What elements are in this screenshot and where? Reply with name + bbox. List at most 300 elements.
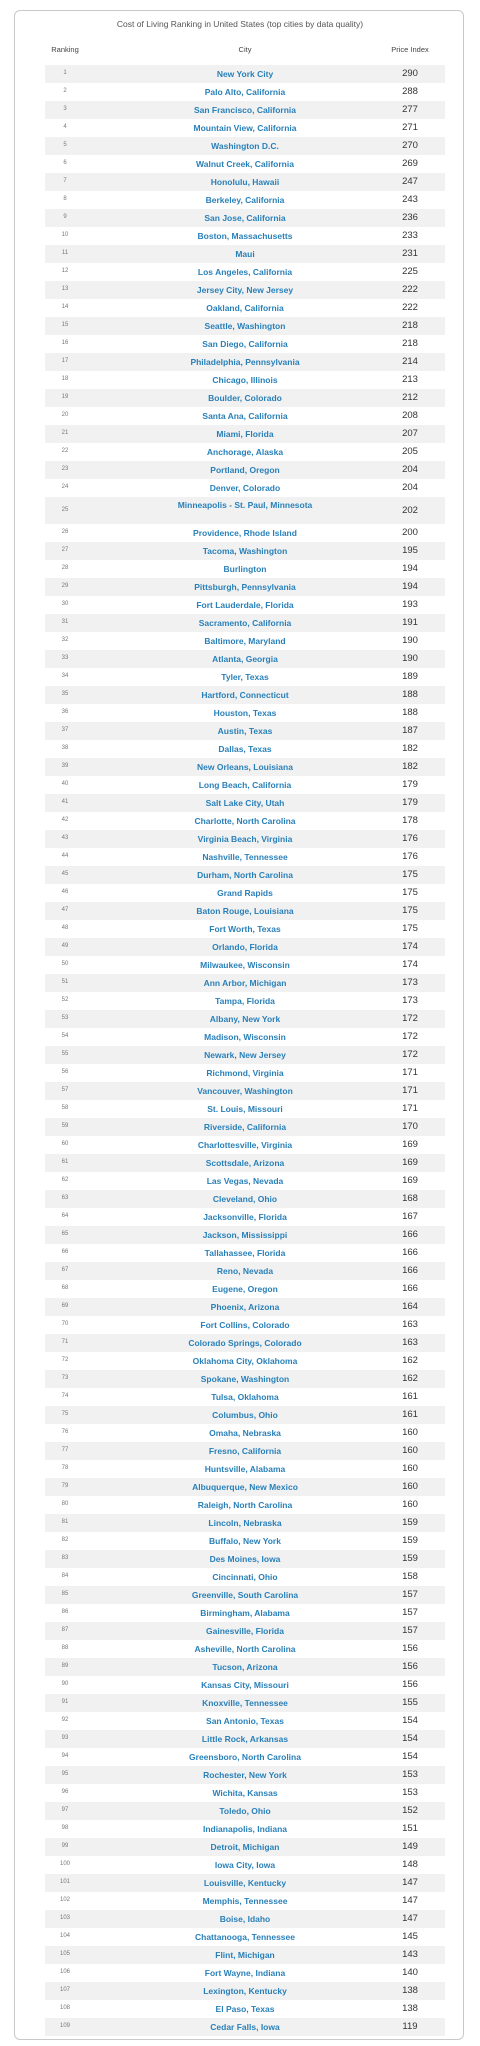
city-link[interactable]: Madison, Wisconsin xyxy=(204,1032,286,1042)
rank-cell: 32 xyxy=(61,637,69,643)
price-index-cell: 145 xyxy=(402,1931,418,1942)
table-row xyxy=(45,614,445,632)
rank-cell: 1 xyxy=(63,70,67,76)
city-link[interactable]: Greenville, South Carolina xyxy=(191,1590,299,1600)
city-link[interactable]: New York City xyxy=(216,69,274,79)
table-row xyxy=(45,1820,445,1838)
price-index-cell: 171 xyxy=(402,1067,418,1078)
rank-cell: 85 xyxy=(61,1591,69,1597)
price-index-cell: 160 xyxy=(402,1463,418,1474)
city-link[interactable]: Louisville, Kentucky xyxy=(203,1878,287,1888)
city-link[interactable]: Tucson, Arizona xyxy=(212,1662,278,1672)
city-link[interactable]: Riverside, California xyxy=(203,1122,287,1132)
rank-cell: 102 xyxy=(59,1897,70,1903)
rank-cell: 21 xyxy=(61,430,69,436)
rank-cell: 88 xyxy=(61,1645,69,1651)
city-link[interactable]: Berkeley, California xyxy=(205,195,285,205)
city-link[interactable]: Wichita, Kansas xyxy=(212,1788,278,1798)
table-row xyxy=(45,794,445,812)
city-link[interactable]: San Diego, California xyxy=(202,339,288,349)
price-index-cell: 153 xyxy=(402,1769,418,1780)
city-link[interactable]: Greensboro, North Carolina xyxy=(189,1752,301,1762)
table-row xyxy=(45,1712,445,1730)
city-link[interactable]: Ann Arbor, Michigan xyxy=(203,978,287,988)
table-row xyxy=(45,920,445,938)
city-link[interactable]: Santa Ana, California xyxy=(202,411,288,421)
city-link[interactable]: Salt Lake City, Utah xyxy=(205,798,285,808)
rank-cell: 64 xyxy=(61,1213,69,1219)
table-row xyxy=(45,938,445,956)
table-row xyxy=(45,1046,445,1064)
table-row xyxy=(45,137,445,155)
table-row xyxy=(45,992,445,1010)
rank-cell: 27 xyxy=(61,547,69,553)
price-index-cell: 174 xyxy=(402,959,418,970)
price-index-cell: 154 xyxy=(402,1715,418,1726)
table-row xyxy=(45,407,445,425)
city-link[interactable]: Chattanooga, Tennessee xyxy=(195,1932,295,1942)
city-link[interactable]: Oklahoma City, Oklahoma xyxy=(192,1356,298,1366)
price-index-cell: 147 xyxy=(402,1895,418,1906)
table-row xyxy=(45,1406,445,1424)
table-row xyxy=(45,542,445,560)
price-index-cell: 175 xyxy=(402,887,418,898)
rank-cell: 73 xyxy=(61,1375,69,1381)
city-link[interactable]: Fort Wayne, Indiana xyxy=(204,1968,286,1978)
table-row xyxy=(45,443,445,461)
rank-cell: 62 xyxy=(61,1177,69,1183)
table-row xyxy=(45,1226,445,1244)
rank-cell: 76 xyxy=(61,1429,69,1435)
city-link[interactable]: Miami, Florida xyxy=(216,429,274,439)
table-row xyxy=(45,560,445,578)
rank-cell: 13 xyxy=(61,286,69,292)
price-index-cell: 154 xyxy=(402,1751,418,1762)
city-link[interactable]: Cleveland, Ohio xyxy=(212,1194,278,1204)
city-link[interactable]: Providence, Rhode Island xyxy=(193,528,297,538)
city-link[interactable]: Toledo, Ohio xyxy=(219,1806,271,1816)
price-index-cell: 151 xyxy=(402,1823,418,1834)
price-index-cell: 182 xyxy=(402,761,418,772)
table-row xyxy=(45,155,445,173)
city-link[interactable]: Las Vegas, Nevada xyxy=(206,1176,284,1186)
city-link[interactable]: Tulsa, Oklahoma xyxy=(211,1392,279,1402)
table-row xyxy=(45,524,445,542)
rank-cell: 29 xyxy=(61,583,69,589)
table-row xyxy=(45,704,445,722)
city-link[interactable]: Long Beach, California xyxy=(198,780,292,790)
table-row xyxy=(45,686,445,704)
city-link[interactable]: Charlotte, North Carolina xyxy=(194,816,296,826)
header-ranking: Ranking xyxy=(51,45,79,54)
price-index-cell: 213 xyxy=(402,374,418,385)
price-index-cell: 159 xyxy=(402,1553,418,1564)
rank-cell: 105 xyxy=(59,1951,70,1957)
city-link[interactable]: Baton Rouge, Louisiana xyxy=(196,906,294,916)
rank-cell: 56 xyxy=(61,1069,69,1075)
city-link[interactable]: Birmingham, Alabama xyxy=(200,1608,290,1618)
city-link[interactable]: Fort Lauderdale, Florida xyxy=(196,600,294,610)
city-link[interactable]: Oakland, California xyxy=(206,303,284,313)
city-link[interactable]: San Francisco, California xyxy=(193,105,297,115)
price-index-cell: 277 xyxy=(402,104,418,115)
table-row xyxy=(45,1424,445,1442)
city-link[interactable]: Fort Collins, Colorado xyxy=(200,1320,290,1330)
city-link[interactable]: Grand Rapids xyxy=(217,888,273,898)
price-index-cell: 194 xyxy=(402,581,418,592)
city-link[interactable]: St. Louis, Missouri xyxy=(207,1104,283,1114)
city-link[interactable]: Reno, Nevada xyxy=(216,1266,274,1276)
rank-cell: 14 xyxy=(61,304,69,310)
table-row xyxy=(45,227,445,245)
table-row xyxy=(45,479,445,497)
rank-cell: 93 xyxy=(61,1735,69,1741)
table-row xyxy=(45,1802,445,1820)
city-link[interactable]: Eugene, Oregon xyxy=(212,1284,278,1294)
price-index-cell: 157 xyxy=(402,1607,418,1618)
city-link[interactable]: Jersey City, New Jersey xyxy=(196,285,294,295)
table-row xyxy=(45,1604,445,1622)
rank-cell: 104 xyxy=(59,1933,70,1939)
city-link[interactable]: Virginia Beach, Virginia xyxy=(197,834,293,844)
rank-cell: 98 xyxy=(61,1825,69,1831)
table-row xyxy=(45,596,445,614)
price-index-cell: 269 xyxy=(402,158,418,169)
table-row xyxy=(45,974,445,992)
table-row xyxy=(45,1964,445,1982)
city-link[interactable]: Burlington xyxy=(223,564,267,574)
city-link[interactable]: Lincoln, Nebraska xyxy=(208,1518,282,1528)
rank-cell: 99 xyxy=(61,1843,69,1849)
table-row xyxy=(45,173,445,191)
city-link[interactable]: Austin, Texas xyxy=(217,726,273,736)
table-row xyxy=(45,1298,445,1316)
city-link[interactable]: Vancouver, Washington xyxy=(197,1086,293,1096)
city-link[interactable]: Dallas, Texas xyxy=(218,744,272,754)
price-index-cell: 218 xyxy=(402,320,418,331)
rank-cell: 70 xyxy=(61,1321,69,1327)
price-index-cell: 171 xyxy=(402,1085,418,1096)
table-row xyxy=(45,317,445,335)
price-index-cell: 204 xyxy=(402,482,418,493)
price-index-cell: 163 xyxy=(402,1319,418,1330)
city-link[interactable]: Asheville, North Carolina xyxy=(194,1644,296,1654)
table-row xyxy=(45,1748,445,1766)
table-row xyxy=(45,191,445,209)
rank-cell: 2 xyxy=(63,88,67,94)
rank-cell: 68 xyxy=(61,1285,69,1291)
price-index-cell: 207 xyxy=(402,428,418,439)
rank-cell: 89 xyxy=(61,1663,69,1669)
rank-cell: 43 xyxy=(61,835,69,841)
table-row xyxy=(45,956,445,974)
city-link[interactable]: Tacoma, Washington xyxy=(202,546,288,556)
rank-cell: 28 xyxy=(61,565,69,571)
price-index-cell: 161 xyxy=(402,1409,418,1420)
price-index-cell: 173 xyxy=(402,977,418,988)
city-link[interactable]: San Jose, California xyxy=(204,213,286,223)
table-row xyxy=(45,425,445,443)
price-index-cell: 188 xyxy=(402,689,418,700)
table-row xyxy=(45,758,445,776)
city-link[interactable]: Orlando, Florida xyxy=(212,942,278,952)
city-link[interactable]: Cincinnati, Ohio xyxy=(212,1572,278,1582)
price-index-cell: 175 xyxy=(402,905,418,916)
rank-cell: 10 xyxy=(61,232,69,238)
price-index-cell: 172 xyxy=(402,1049,418,1060)
city-link[interactable]: Tallahassee, Florida xyxy=(204,1248,286,1258)
rank-cell: 60 xyxy=(61,1141,69,1147)
city-link[interactable]: Buffalo, New York xyxy=(209,1536,281,1546)
table-row xyxy=(45,1622,445,1640)
city-link[interactable]: Raleigh, North Carolina xyxy=(197,1500,293,1510)
price-index-cell: 190 xyxy=(402,653,418,664)
price-index-cell: 152 xyxy=(402,1805,418,1816)
rank-cell: 34 xyxy=(61,673,69,679)
rank-cell: 57 xyxy=(61,1087,69,1093)
city-link[interactable]: Charlottesville, Virginia xyxy=(197,1140,293,1150)
table-row xyxy=(45,650,445,668)
table-row xyxy=(45,1244,445,1262)
city-link[interactable]: Milwaukee, Wisconsin xyxy=(200,960,290,970)
price-index-cell: 161 xyxy=(402,1391,418,1402)
city-link[interactable]: Atlanta, Georgia xyxy=(212,654,278,664)
city-link[interactable]: Cedar Falls, Iowa xyxy=(210,2022,280,2032)
city-link[interactable]: Jacksonville, Florida xyxy=(203,1212,287,1222)
rank-cell: 103 xyxy=(59,1915,70,1921)
city-link[interactable]: Palo Alto, California xyxy=(204,87,286,97)
city-link[interactable]: Knoxville, Tennessee xyxy=(202,1698,288,1708)
rank-cell: 84 xyxy=(61,1573,69,1579)
city-link[interactable]: Phoenix, Arizona xyxy=(210,1302,280,1312)
price-index-cell: 160 xyxy=(402,1427,418,1438)
city-link[interactable]: Pittsburgh, Pennsylvania xyxy=(194,582,296,592)
price-index-cell: 169 xyxy=(402,1139,418,1150)
price-index-cell: 171 xyxy=(402,1103,418,1114)
price-index-cell: 162 xyxy=(402,1373,418,1384)
table-row xyxy=(45,578,445,596)
city-link[interactable]: Honolulu, Hawaii xyxy=(210,177,280,187)
ranking-panel xyxy=(14,10,464,2040)
city-link[interactable]: Gainesville, Florida xyxy=(206,1626,284,1636)
price-index-cell: 164 xyxy=(402,1301,418,1312)
table-row xyxy=(45,2000,445,2018)
rank-cell: 63 xyxy=(61,1195,69,1201)
city-link[interactable]: Chicago, Illinois xyxy=(212,375,278,385)
city-link[interactable]: Anchorage, Alaska xyxy=(206,447,284,457)
table-row xyxy=(45,1514,445,1532)
price-index-cell: 119 xyxy=(402,2021,418,2032)
rank-cell: 8 xyxy=(63,196,67,202)
rank-cell: 31 xyxy=(61,619,69,625)
city-link[interactable]: Hartford, Connecticut xyxy=(201,690,289,700)
rank-cell: 83 xyxy=(61,1555,69,1561)
table-row xyxy=(45,1946,445,1964)
rank-cell: 48 xyxy=(61,925,69,931)
city-link[interactable]: Tampa, Florida xyxy=(215,996,275,1006)
price-index-cell: 175 xyxy=(402,869,418,880)
rank-cell: 72 xyxy=(61,1357,69,1363)
rank-cell: 94 xyxy=(61,1753,69,1759)
city-link[interactable]: Fresno, California xyxy=(208,1446,282,1456)
city-link[interactable]: Richmond, Virginia xyxy=(206,1068,284,1078)
city-link[interactable]: Rochester, New York xyxy=(203,1770,287,1780)
city-link[interactable]: Nashville, Tennessee xyxy=(202,852,288,862)
city-link[interactable]: Walnut Creek, California xyxy=(196,159,294,169)
price-index-cell: 222 xyxy=(402,302,418,313)
city-link[interactable]: Jackson, Mississippi xyxy=(202,1230,288,1240)
rank-cell: 15 xyxy=(61,322,69,328)
city-link[interactable]: Durham, North Carolina xyxy=(197,870,293,880)
table-row xyxy=(45,119,445,137)
price-index-cell: 208 xyxy=(402,410,418,421)
city-link[interactable]: Memphis, Tennessee xyxy=(202,1896,288,1906)
rank-cell: 26 xyxy=(61,529,69,535)
rank-cell: 42 xyxy=(61,817,69,823)
city-link[interactable]: Albany, New York xyxy=(209,1014,281,1024)
price-index-cell: 231 xyxy=(402,248,418,259)
table-row xyxy=(45,1388,445,1406)
table-row xyxy=(45,1352,445,1370)
rank-cell: 12 xyxy=(61,268,69,274)
price-index-cell: 233 xyxy=(402,230,418,241)
city-link[interactable]: Los Angeles, California xyxy=(197,267,293,277)
table-row xyxy=(45,1784,445,1802)
rank-cell: 97 xyxy=(61,1807,69,1813)
rank-cell: 80 xyxy=(61,1501,69,1507)
price-index-cell: 200 xyxy=(402,527,418,538)
city-link[interactable]: Denver, Colorado xyxy=(209,483,281,493)
rank-cell: 50 xyxy=(61,961,69,967)
price-index-cell: 182 xyxy=(402,743,418,754)
table-row xyxy=(45,1586,445,1604)
price-index-cell: 148 xyxy=(402,1859,418,1870)
table-row xyxy=(45,740,445,758)
price-index-cell: 156 xyxy=(402,1661,418,1672)
city-link[interactable]: Baltimore, Maryland xyxy=(204,636,286,646)
city-link[interactable]: Washington D.C. xyxy=(211,141,279,151)
city-link[interactable]: Des Moines, Iowa xyxy=(209,1554,281,1564)
city-link[interactable]: Huntsville, Alabama xyxy=(204,1464,286,1474)
price-index-cell: 153 xyxy=(402,1787,418,1798)
table-row xyxy=(45,866,445,884)
table-row xyxy=(45,1460,445,1478)
city-link[interactable]: Sacramento, California xyxy=(198,618,292,628)
city-link[interactable]: Portland, Oregon xyxy=(210,465,280,475)
rank-cell: 86 xyxy=(61,1609,69,1615)
city-link[interactable]: Philadelphia, Pennsylvania xyxy=(190,357,300,367)
price-index-cell: 143 xyxy=(402,1949,418,1960)
city-link[interactable]: Indianapolis, Indiana xyxy=(202,1824,288,1834)
rank-cell: 46 xyxy=(61,889,69,895)
price-index-cell: 155 xyxy=(402,1697,418,1708)
rank-cell: 69 xyxy=(61,1303,69,1309)
rank-cell: 44 xyxy=(61,853,69,859)
city-link[interactable]: Boise, Idaho xyxy=(219,1914,271,1924)
table-row xyxy=(45,1208,445,1226)
price-index-cell: 163 xyxy=(402,1337,418,1348)
table-row xyxy=(45,1730,445,1748)
city-link[interactable]: Fort Worth, Texas xyxy=(209,924,281,934)
price-index-cell: 191 xyxy=(402,617,418,628)
price-index-cell: 160 xyxy=(402,1481,418,1492)
city-link[interactable]: San Antonio, Texas xyxy=(206,1716,284,1726)
rank-cell: 19 xyxy=(61,394,69,400)
city-link[interactable]: El Paso, Texas xyxy=(215,2004,275,2014)
city-link[interactable]: New Orleans, Louisiana xyxy=(197,762,293,772)
table-row xyxy=(45,1532,445,1550)
rank-cell: 16 xyxy=(61,340,69,346)
city-link[interactable]: Flint, Michigan xyxy=(215,1950,275,1960)
rank-cell: 9 xyxy=(63,214,67,220)
city-link[interactable]: Boulder, Colorado xyxy=(208,393,282,403)
table-row xyxy=(45,1838,445,1856)
city-link[interactable]: Lexington, Kentucky xyxy=(203,1986,287,1996)
city-link[interactable]: Omaha, Nebraska xyxy=(209,1428,281,1438)
price-index-cell: 195 xyxy=(402,545,418,556)
price-index-cell: 176 xyxy=(402,851,418,862)
header-price-index: Price Index xyxy=(391,45,429,54)
city-link[interactable]: Mountain View, California xyxy=(193,123,297,133)
table-row xyxy=(45,1766,445,1784)
city-link[interactable]: Seattle, Washington xyxy=(204,321,286,331)
table-row xyxy=(45,2018,445,2036)
city-link[interactable]: Boston, Massachusetts xyxy=(197,231,293,241)
city-link[interactable]: Colorado Springs, Colorado xyxy=(188,1338,302,1348)
rank-cell: 38 xyxy=(61,745,69,751)
city-link[interactable]: Kansas City, Missouri xyxy=(201,1680,289,1690)
city-link[interactable]: Tyler, Texas xyxy=(221,672,269,682)
price-index-cell: 168 xyxy=(402,1193,418,1204)
price-index-cell: 290 xyxy=(402,68,418,79)
city-link[interactable]: Houston, Texas xyxy=(213,708,277,718)
price-index-cell: 173 xyxy=(402,995,418,1006)
city-link[interactable]: Spokane, Washington xyxy=(200,1374,290,1384)
price-index-cell: 156 xyxy=(402,1643,418,1654)
rank-cell: 6 xyxy=(63,160,67,166)
city-link[interactable]: Columbus, Ohio xyxy=(212,1410,278,1420)
rank-cell: 54 xyxy=(61,1033,69,1039)
rank-cell: 75 xyxy=(61,1411,69,1417)
table-row xyxy=(45,1172,445,1190)
rank-cell: 4 xyxy=(63,124,67,130)
price-index-cell: 179 xyxy=(402,797,418,808)
price-index-cell: 175 xyxy=(402,923,418,934)
city-link[interactable]: Maui xyxy=(235,249,255,259)
rank-cell: 45 xyxy=(61,871,69,877)
city-link[interactable]: Newark, New Jersey xyxy=(204,1050,286,1060)
city-link[interactable]: Detroit, Michigan xyxy=(210,1842,280,1852)
rank-cell: 79 xyxy=(61,1483,69,1489)
rank-cell: 106 xyxy=(59,1969,70,1975)
price-index-cell: 212 xyxy=(402,392,418,403)
price-index-cell: 147 xyxy=(402,1877,418,1888)
price-index-cell: 166 xyxy=(402,1229,418,1240)
rank-cell: 91 xyxy=(61,1699,69,1705)
city-link[interactable]: Albuquerque, New Mexico xyxy=(192,1482,298,1492)
rank-cell: 20 xyxy=(61,412,69,418)
rank-cell: 23 xyxy=(61,466,69,472)
price-index-cell: 169 xyxy=(402,1157,418,1168)
city-link[interactable]: Little Rock, Arkansas xyxy=(201,1734,289,1744)
city-link[interactable]: Scottsdale, Arizona xyxy=(205,1158,285,1168)
price-index-cell: 170 xyxy=(402,1121,418,1132)
table-row xyxy=(45,1100,445,1118)
city-link[interactable]: Minneapolis - St. Paul, Minnesota xyxy=(177,500,313,510)
city-link[interactable]: Iowa City, Iowa xyxy=(214,1860,276,1870)
table-row xyxy=(45,1478,445,1496)
price-index-cell: 159 xyxy=(402,1535,418,1546)
